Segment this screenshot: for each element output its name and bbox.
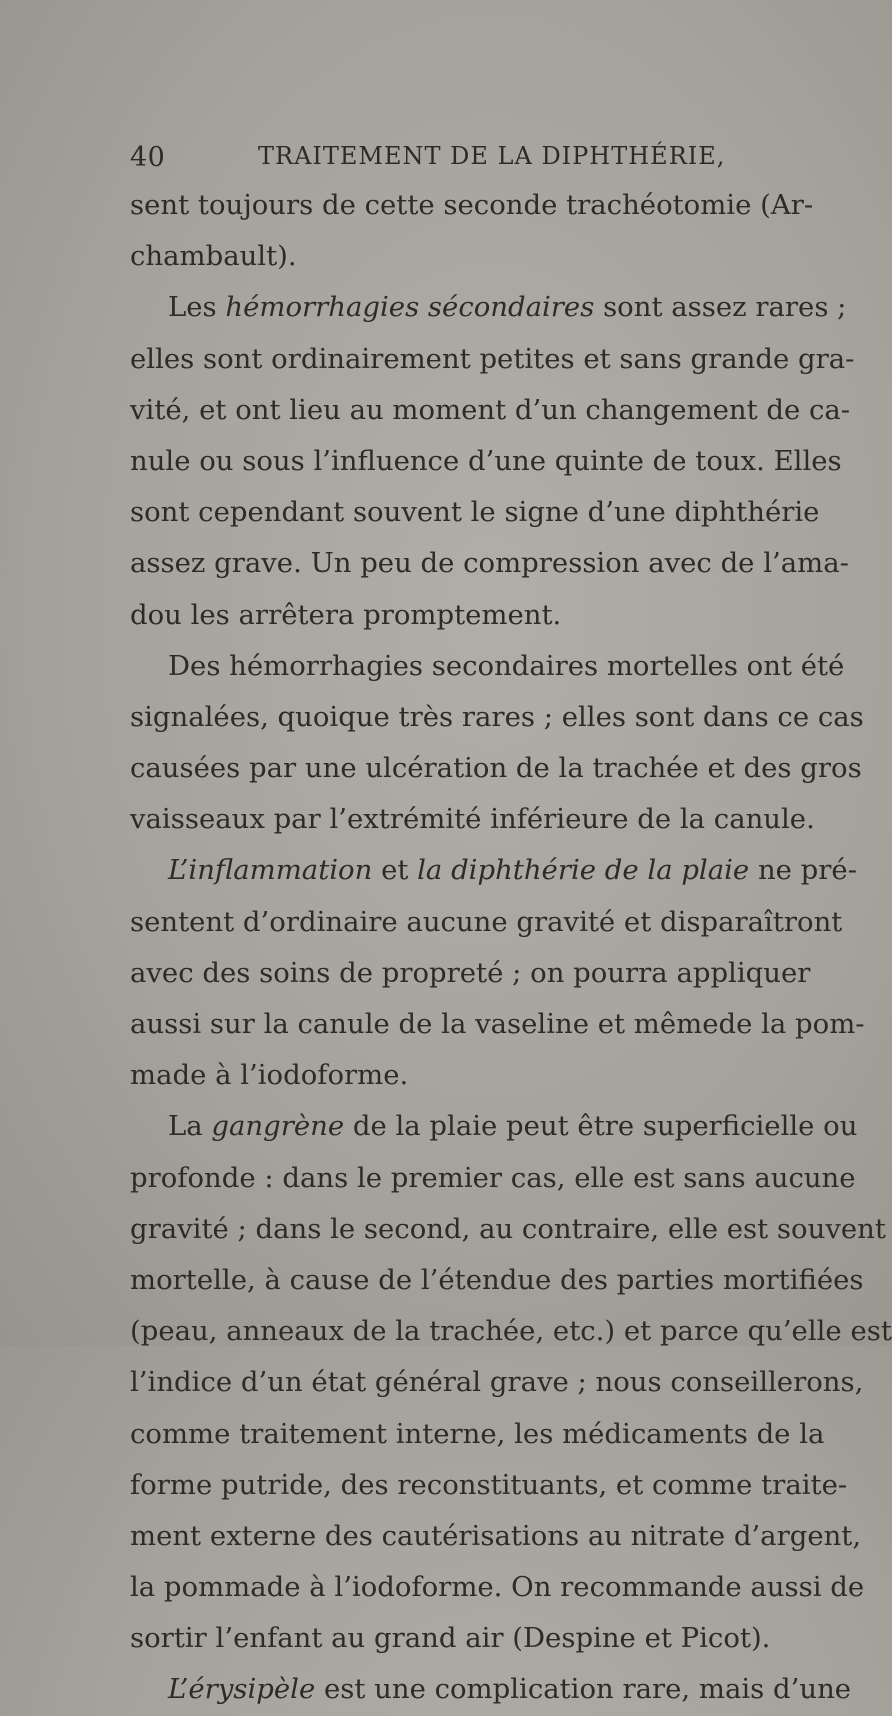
text-line xyxy=(130,436,842,487)
text-segment: ment externe des cautérisations au nitrate d’argent, xyxy=(130,1519,862,1552)
text-line xyxy=(130,1613,771,1664)
text-segment: gravité ; dans le second, au contraire, elle est souvent xyxy=(130,1212,886,1245)
text-segment: aussi sur la canule de la vaseline et mêmede la pom- xyxy=(130,1008,865,1040)
text-segment: hémorrhagies sécondaires xyxy=(225,291,595,324)
text-segment: profonde : dans le premier cas, elle est sans aucune xyxy=(130,1161,856,1194)
text-segment: ne pré- xyxy=(749,854,857,887)
text-line xyxy=(130,897,843,948)
text-line xyxy=(130,743,862,794)
text-segment: forme putride, des reconstituants, et comme traite- xyxy=(130,1468,848,1501)
text-segment: Des hémorrhagies secondaires mortelles ont été xyxy=(168,649,845,682)
text-line xyxy=(130,180,814,231)
text-segment: la pommade à l’iodoforme. On recommande aussi de xyxy=(130,1571,865,1604)
text-line xyxy=(130,590,766,641)
text-segment: L’inflammation xyxy=(168,854,373,887)
text-line xyxy=(130,1204,886,1255)
text-segment: comme traitement interne, les médicaments de la xyxy=(130,1417,825,1450)
text-segment: gangrène xyxy=(211,1110,345,1143)
text-line xyxy=(130,1409,825,1460)
text-segment: avec des soins de propreté ; on pourra appliquer xyxy=(130,956,811,989)
text-line xyxy=(130,282,847,333)
text-segment: est une complication rare, mais d’une xyxy=(315,1673,852,1706)
text-line xyxy=(130,1050,766,1101)
text-line xyxy=(130,1153,856,1204)
text-segment: L’érysipèle xyxy=(168,1673,316,1706)
running-head: TRAITEMENT DE LA DIPHTHÉRIE, xyxy=(258,142,726,170)
text-segment: assez grave. Un peu de compression avec de l’ama- xyxy=(130,547,849,580)
text-line xyxy=(130,794,815,845)
page-number: 40 xyxy=(130,142,166,173)
text-segment: sont cependant souvent le signe d’une diphthérie xyxy=(130,496,820,529)
text-segment: chambault). xyxy=(130,240,297,273)
text-line xyxy=(130,1255,864,1306)
text-segment: de la plaie peut être superficielle ou xyxy=(344,1110,858,1143)
text-line xyxy=(130,948,811,999)
text-segment: causées par une ulcération de la trachée et des gros xyxy=(130,752,862,785)
text-line xyxy=(130,385,851,436)
text-line xyxy=(130,487,820,538)
text-line xyxy=(130,1460,848,1511)
text-segment: l’indice d’un état général grave ; nous conseillerons, xyxy=(130,1366,864,1399)
text-line xyxy=(130,999,865,1050)
text-segment: sentent d’ordinaire aucune gravité et disparaîtront xyxy=(130,905,843,938)
text-segment: sont assez rares ; xyxy=(594,291,847,324)
text-line xyxy=(130,641,845,692)
text-line xyxy=(130,1511,862,1562)
text-segment: La xyxy=(168,1110,212,1143)
text-segment: la diphthérie de la plaie xyxy=(417,854,750,887)
text-line xyxy=(130,692,864,743)
text-segment: Les xyxy=(168,291,226,324)
text-segment: sortir l’enfant au grand air (Despine et Picot). xyxy=(130,1622,771,1655)
text-line xyxy=(130,1306,892,1357)
text-line xyxy=(130,845,857,896)
text-line xyxy=(130,538,849,589)
text-line xyxy=(130,231,766,282)
text-segment: (peau, anneaux de la trachée, etc.) et parce qu’elle est xyxy=(130,1315,892,1348)
page-header xyxy=(130,142,750,182)
text-line xyxy=(130,1664,852,1715)
text-segment: signalées, quoique très rares ; elles sont dans ce cas xyxy=(130,700,864,733)
text-segment: sent toujours de cette seconde trachéotomie (Ar- xyxy=(130,189,814,221)
text-line xyxy=(130,334,855,385)
text-line xyxy=(130,1101,858,1152)
body-text xyxy=(130,180,892,1716)
text-segment: dou les arrêtera promptement. xyxy=(130,598,562,631)
text-segment: vité, et ont lieu au moment d’un changement de ca- xyxy=(130,393,851,426)
text-segment: vaisseaux par l’extrémité inférieure de la canule. xyxy=(130,803,815,836)
text-segment: mortelle, à cause de l’étendue des parties mortifiées xyxy=(130,1263,864,1296)
text-segment: made à l’iodoforme. xyxy=(130,1059,409,1092)
text-line xyxy=(130,1562,865,1613)
text-segment: nule ou sous l’influence d’une quinte de toux. Elles xyxy=(130,444,842,477)
text-line xyxy=(130,1357,864,1408)
text-segment: et xyxy=(372,854,418,887)
text-segment: elles sont ordinairement petites et sans grande gra- xyxy=(130,342,855,375)
